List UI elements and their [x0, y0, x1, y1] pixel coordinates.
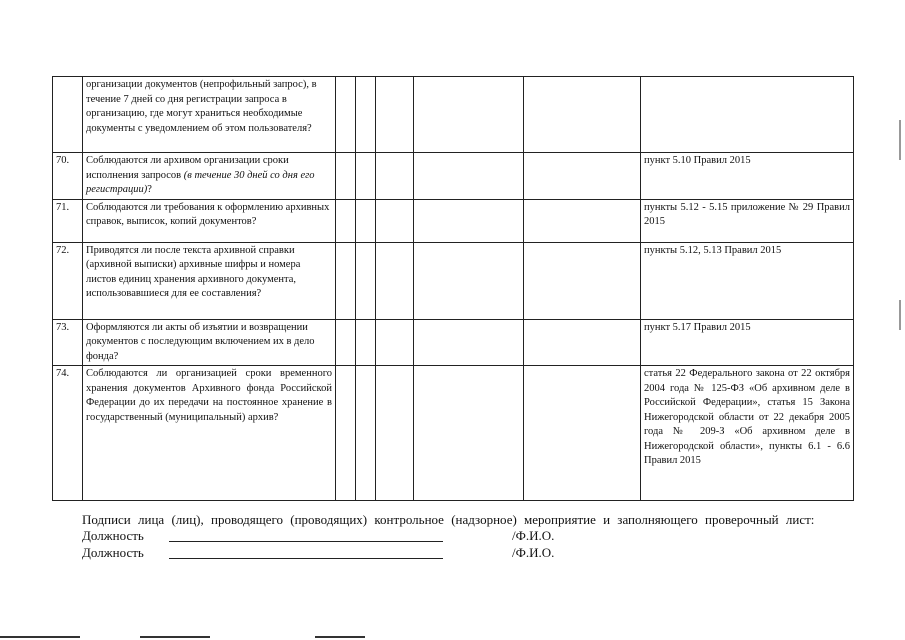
legal-reference: статья 22 Федерального закона от 22 октября 2004 года № 125-ФЗ «Об архивном деле в Российской Федерации», статья 15 Закона Нижегородской области от 22 декабря 2005 года № 209-З «Об архивном деле в Нижегородской области», пункты 6.1 - 6.6 Правил 2015: [641, 366, 854, 501]
question-text: Соблюдаются ли требования к оформлению архивных справок, выписок, копий документов?: [83, 199, 336, 242]
table-row: [53, 77, 854, 153]
legal-reference: пункты 5.12, 5.13 Правил 2015: [641, 242, 854, 319]
answer-na-cell: [414, 199, 524, 242]
answer-yes-cell: [336, 153, 356, 200]
row-number: [53, 77, 83, 153]
row-number: 70.: [53, 153, 83, 200]
answer-no-cell: [356, 199, 376, 242]
note-cell: [524, 199, 641, 242]
row-number: 72.: [53, 242, 83, 319]
answer-yes-cell: [336, 366, 356, 501]
table-row: [53, 242, 854, 319]
signature-intro: Подписи лица (лиц), проводящего (проводящих) контрольное (надзорное) мероприятие и заполняющего проверочный лист:: [82, 512, 815, 527]
legal-reference: [641, 77, 854, 153]
scan-artifact: [0, 636, 80, 638]
answer-yes-cell: [336, 242, 356, 319]
answer-na-cell: [376, 77, 414, 153]
signature-line: [169, 541, 443, 542]
table-row: [53, 199, 854, 242]
answer-no-cell: [356, 319, 376, 366]
note-cell: [524, 366, 641, 501]
answer-no-cell: [356, 153, 376, 200]
table-row: [53, 153, 854, 200]
note-cell: [524, 153, 641, 200]
scan-artifact: [140, 636, 210, 638]
note-cell: [524, 319, 641, 366]
question-italic: (в течение 30 дней со дня его регистрации): [86, 169, 315, 195]
question-text: Соблюдаются ли архивом организации сроки исполнения запросов (в течение 30 дней со дня его регистрации)?: [83, 153, 336, 200]
answer-na-cell: [376, 153, 414, 200]
table-row: [53, 366, 854, 501]
answer-na-cell: [414, 242, 524, 319]
question-text: Соблюдаются ли организацией сроки временного хранения документов Архивного фонда Российской Федерации до их передачи на постоянное хранение в государственный (муниципальный) архив?: [83, 366, 336, 501]
answer-na-cell: [376, 319, 414, 366]
signature-row: [52, 528, 850, 545]
row-number: 71.: [53, 199, 83, 242]
signature-line: [169, 558, 443, 559]
answer-na-cell: [414, 366, 524, 501]
checklist-table: [52, 76, 854, 501]
row-number: 74.: [53, 366, 83, 501]
table-row: [53, 319, 854, 366]
answer-na-cell: [376, 242, 414, 319]
answer-yes-cell: [336, 319, 356, 366]
signature-row: [52, 545, 850, 562]
row-number: 73.: [53, 319, 83, 366]
answer-yes-cell: [336, 77, 356, 153]
position-label: Должность: [82, 528, 144, 543]
answer-na-cell: [376, 366, 414, 501]
position-label: Должность: [82, 545, 144, 560]
question-text: организации документов (непрофильный запрос), в течение 7 дней со дня регистрации запроса в организацию, где могут храниться необходимые документы с уведомлением об этом пользователя?: [83, 77, 336, 153]
note-cell: [524, 77, 641, 153]
answer-na-cell: [414, 319, 524, 366]
fio-label: /Ф.И.О.: [512, 528, 555, 543]
question-text: Приводятся ли после текста архивной справки (архивной выписки) архивные шифры и номера листов единиц хранения архивного документа, использовавшиеся для ее составления?: [83, 242, 336, 319]
legal-reference: пункт 5.10 Правил 2015: [641, 153, 854, 200]
answer-no-cell: [356, 366, 376, 501]
legal-reference: пункты 5.12 - 5.15 приложение № 29 Правил 2015: [641, 199, 854, 242]
question-text: Оформляются ли акты об изъятии и возвращении документов с последующим включением их в дело фонда?: [83, 319, 336, 366]
answer-no-cell: [356, 242, 376, 319]
answer-yes-cell: [336, 199, 356, 242]
note-cell: [524, 242, 641, 319]
answer-no-cell: [356, 77, 376, 153]
answer-na-cell: [376, 199, 414, 242]
signature-section: [52, 512, 850, 562]
scan-artifact: [899, 300, 901, 330]
scan-artifact: [899, 120, 901, 160]
answer-na-cell: [414, 77, 524, 153]
fio-label: /Ф.И.О.: [512, 545, 555, 560]
answer-na-cell: [414, 153, 524, 200]
scan-artifact: [315, 636, 365, 638]
legal-reference: пункт 5.17 Правил 2015: [641, 319, 854, 366]
